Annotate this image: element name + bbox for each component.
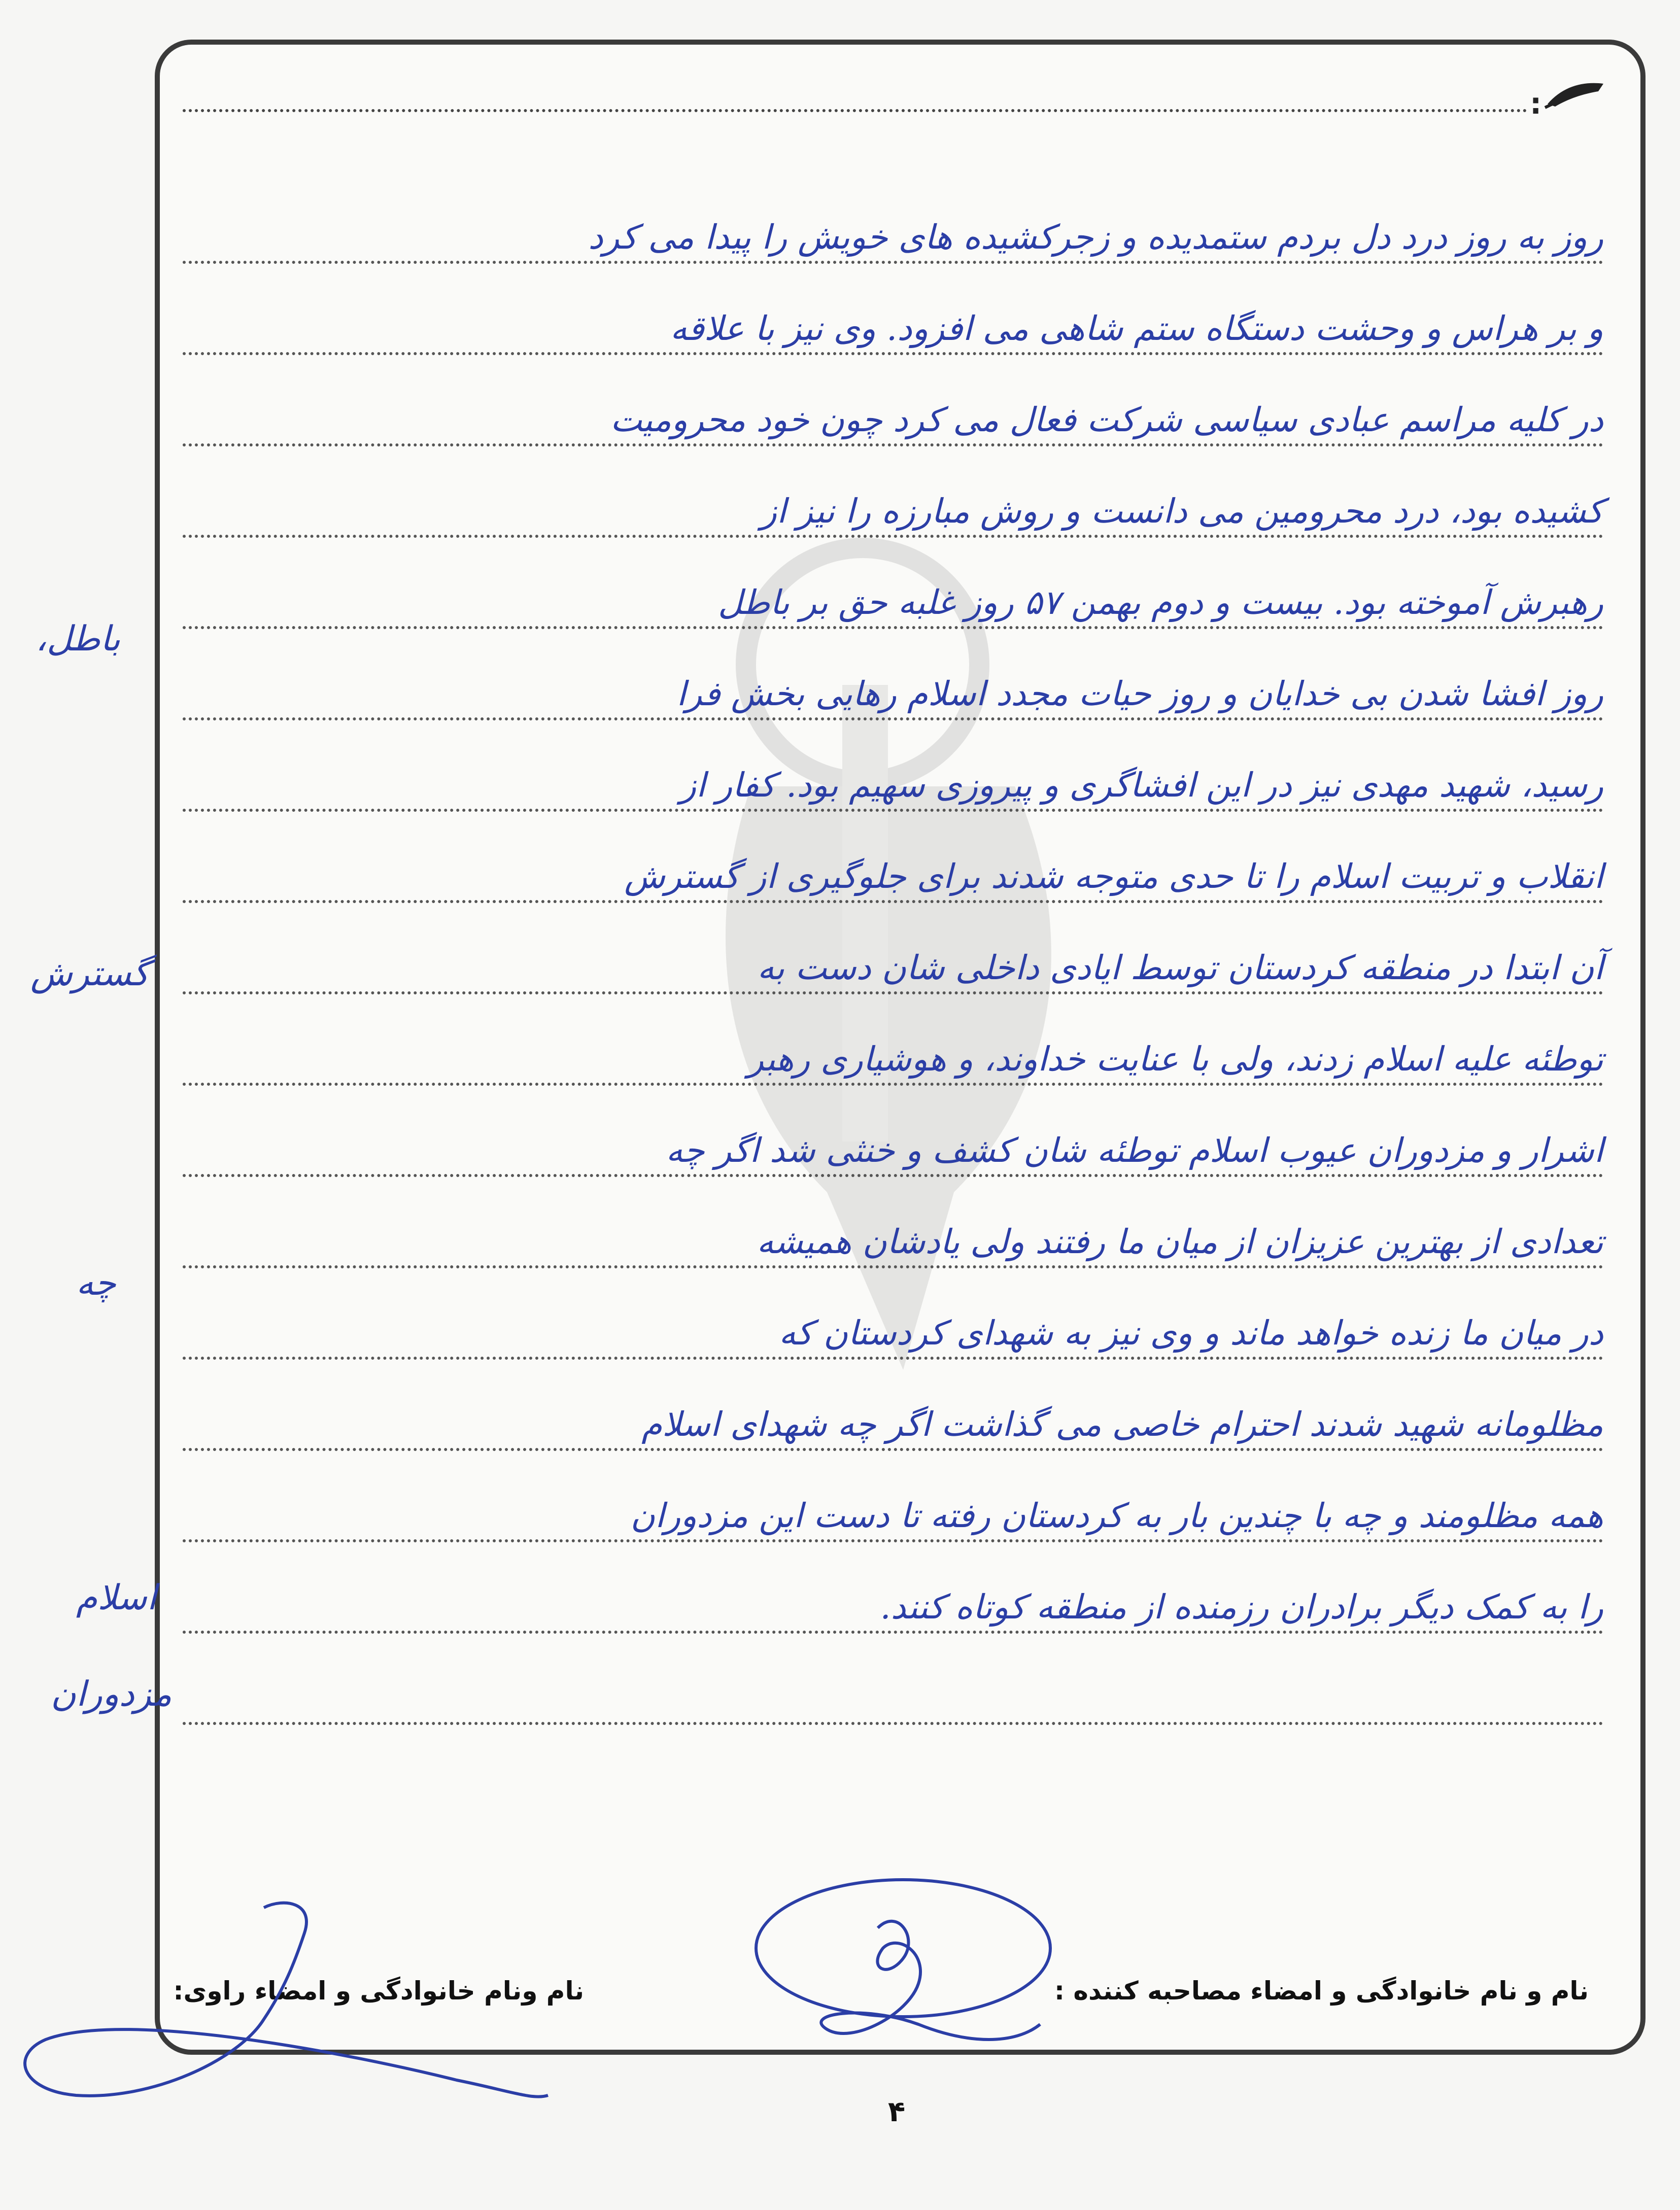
text-line: رهبرش آموخته بود. بیست و دوم بهمن ۵۷ روز غلبه حق بر باطل xyxy=(183,558,1603,629)
header-colon: : xyxy=(1530,86,1542,121)
text-line: روز به روز درد دل بردم ستمدیده و زجرکشیده های خویش را پیدا می کرد xyxy=(183,193,1603,264)
page-number: ۴ xyxy=(888,2095,906,2128)
interviewer-signature xyxy=(736,1877,1142,2090)
header-dotted-line xyxy=(183,109,1527,112)
text-line xyxy=(183,1654,1603,1725)
margin-note: مزدوران xyxy=(51,1674,172,1714)
margin-note: باطل، xyxy=(36,619,121,659)
margin-note: اسلام xyxy=(76,1578,157,1618)
interviewer-signature-label: نام و نام خانوادگی و امضاء مصاحبه کننده : xyxy=(1054,1976,1589,2006)
text-line: را به کمک دیگر برادران رزمنده از منطقه کوتاه کنند. xyxy=(183,1563,1603,1634)
text-line: و بر هراس و وحشت دستگاه ستم شاهی می افزود. وی نیز با علاقه xyxy=(183,284,1603,355)
text-line: کشیده بود، درد محرومین می دانست و روش مبارزه را نیز از xyxy=(183,467,1603,538)
text-line: انقلاب و تربیت اسلام را تا حدی متوجه شدند برای جلوگیری از گسترش xyxy=(183,832,1603,903)
text-line: مظلومانه شهید شدند احترام خاصی می گذاشت اگر چه شهدای اسلام xyxy=(183,1380,1603,1451)
text-line: آن ابتدا در منطقه کردستان توسط ایادی داخلی شان دست به xyxy=(183,923,1603,994)
narrator-signature-label: نام ونام خانوادگی و امضاء راوی: xyxy=(173,1976,584,2006)
text-line: در میان ما زنده خواهد ماند و وی نیز به شهدای کردستان که xyxy=(183,1289,1603,1360)
text-line: توطئه علیه اسلام زدند، ولی با عنایت خداوند، و هوشیاری رهبر xyxy=(183,1015,1603,1086)
margin-note: چه xyxy=(76,1263,116,1303)
margin-note: گسترش xyxy=(30,954,150,994)
text-line: همه مظلومند و چه با چندین بار به کردستان رفته تا دست این مزدوران xyxy=(183,1471,1603,1542)
text-line: اشرار و مزدوران عیوب اسلام توطئه شان کشف و خنثی شد اگر چه xyxy=(183,1106,1603,1177)
text-line: روز افشا شدن بی خدایان و روز حیات مجدد اسلام رهایی بخش فرا xyxy=(183,649,1603,720)
text-line: تعدادی از بهترین عزیزان از میان ما رفتند ولی یادشان همیشه xyxy=(183,1197,1603,1268)
text-line: در کلیه مراسم عبادی سیاسی شرکت فعال می کرد چون خود محرومیت xyxy=(183,375,1603,446)
narrator-signature xyxy=(0,1887,609,2141)
pen-icon xyxy=(1542,76,1608,112)
text-line: رسید، شهید مهدی نیز در این افشاگری و پیروزی سهیم بود. کفار از xyxy=(183,741,1603,812)
